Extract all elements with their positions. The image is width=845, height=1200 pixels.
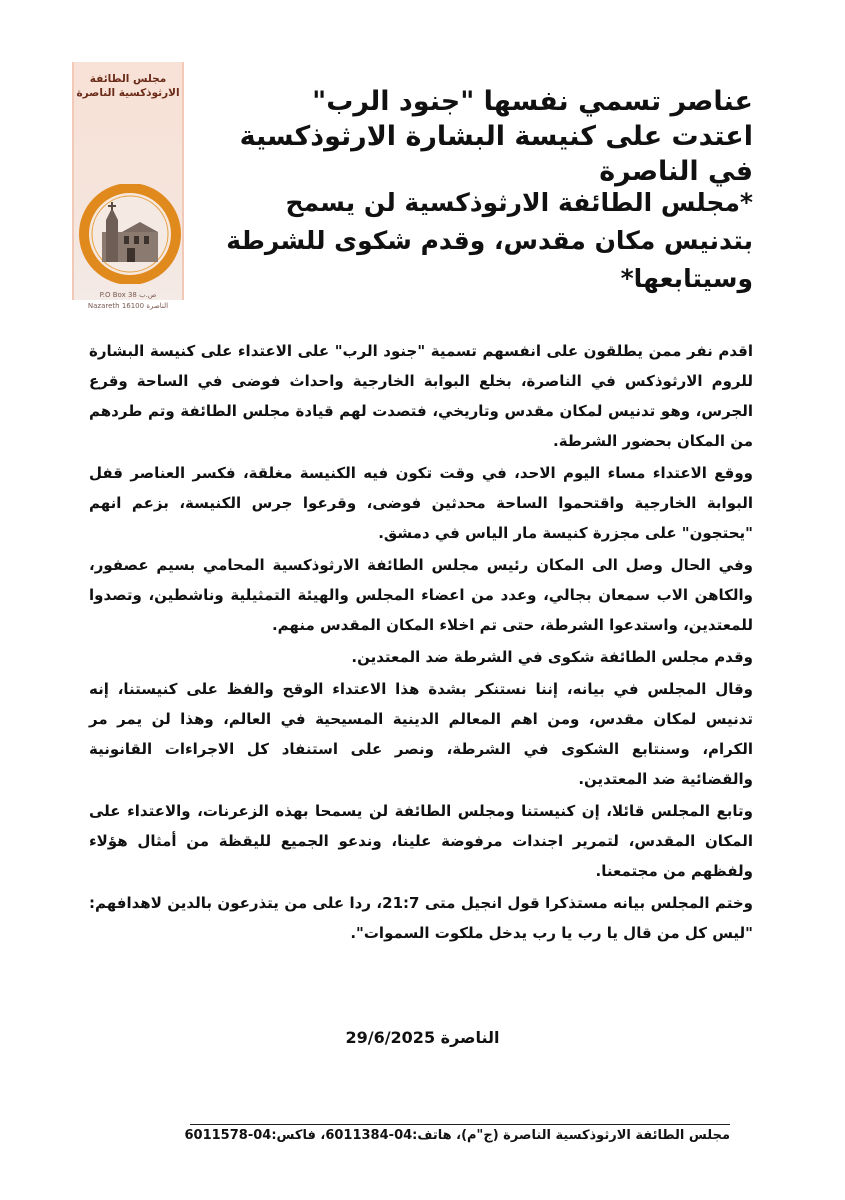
article-body (89, 336, 753, 950)
headline: عناصر تسمي نفسها "جنود الرب" اعتدت على كنيسة البشارة الارثوذكسية في الناصرة (239, 86, 753, 187)
footer-divider (190, 1124, 730, 1125)
church-seal-icon (72, 184, 188, 284)
dateline: الناصرة 29/6/2025 (345, 1028, 500, 1047)
letterhead-logo (72, 62, 184, 310)
logo-org-name: مجلس الطائفة الارثوذكسية الناصرة (76, 73, 180, 99)
paragraph: ووقع الاعتداء مساء اليوم الاحد، في وقت تكون فيه الكنيسة مغلقة، فكسر العناصر قفل البوابة الخارجية واقتحموا الساحة محدثين فوضى، وقرعوا جرس الكنيسة، بزعم انهم "يحتجون" على مجزرة كنيسة مار الياس في دمشق. (89, 464, 753, 542)
paragraph: وتابع المجلس قائلا، إن كنيستنا ومجلس الطائفة لن يسمحا بهذه الزعرنات، والاعتداء على المكان المقدس، لتمرير اجندات مرفوضة علينا، وندعو الجميع لليقظة من أمثال هؤلاء ولفظهم من مجتمعنا. (89, 802, 753, 880)
paragraph: وقال المجلس في بيانه، إننا نستنكر بشدة هذا الاعتداء الوقح والفظ على كنيستنا، إنه تدنيس لمكان مقدس، ومن اهم المعالم الدينية المسيحية في العالم، وهذا لن يمر مر الكرام، وسنتابع الشكوى في الشرطة، ونصر على استنفاد كل الاجراءات القانونية والقضائية ضد المعتدين. (89, 680, 753, 788)
paragraph: وختم المجلس بيانه مستذكرا قول انجيل متى 21:7، ردا على من يتذرعون بالدين لاهدافهم: "ليس كل من قال يا رب يا رب يدخل ملكوت السموات". (89, 894, 754, 942)
footer-contact: مجلس الطائفة الارثوذكسية الناصرة (ج"م)، هاتف:04-6011384، فاكس:04-6011578 (184, 1128, 730, 1143)
subheadline: *مجلس الطائفة الارثوذكسية لن يسمح بتدنيس مكان مقدس، وقدم شكوى للشرطة وسيتابعها* (226, 188, 753, 293)
paragraph: وقدم مجلس الطائفة شكوى في الشرطة ضد المعتدين. (351, 648, 753, 666)
paragraph: اقدم نفر ممن يطلقون على انفسهم تسمية "جنود الرب" على الاعتداء على كنيسة البشارة للروم الارثوذكس في الناصرة، بخلع البوابة الخارجية واحداث فوضى في الساحة وقرع الجرس، وهو تدنيس لمكان مقدس وتاريخي، فتصدت لهم قيادة مجلس الطائفة وتم طردهم من المكان بحضور الشرطة. (89, 342, 753, 450)
paragraph: وفي الحال وصل الى المكان رئيس مجلس الطائفة الارثوذكسية المحامي بسيم عصفور، والكاهن الاب سمعان بجالي، وعدد من اعضاء المجلس والهيئة التمثيلية وناشطين، وتصدوا للمعتدين، واستدعوا الشرطة، حتى تم اخلاء المكان المقدس منهم. (89, 556, 753, 634)
logo-address: P.O Box 38 ص.ب Nazareth 16100 الناصرة (87, 291, 169, 310)
